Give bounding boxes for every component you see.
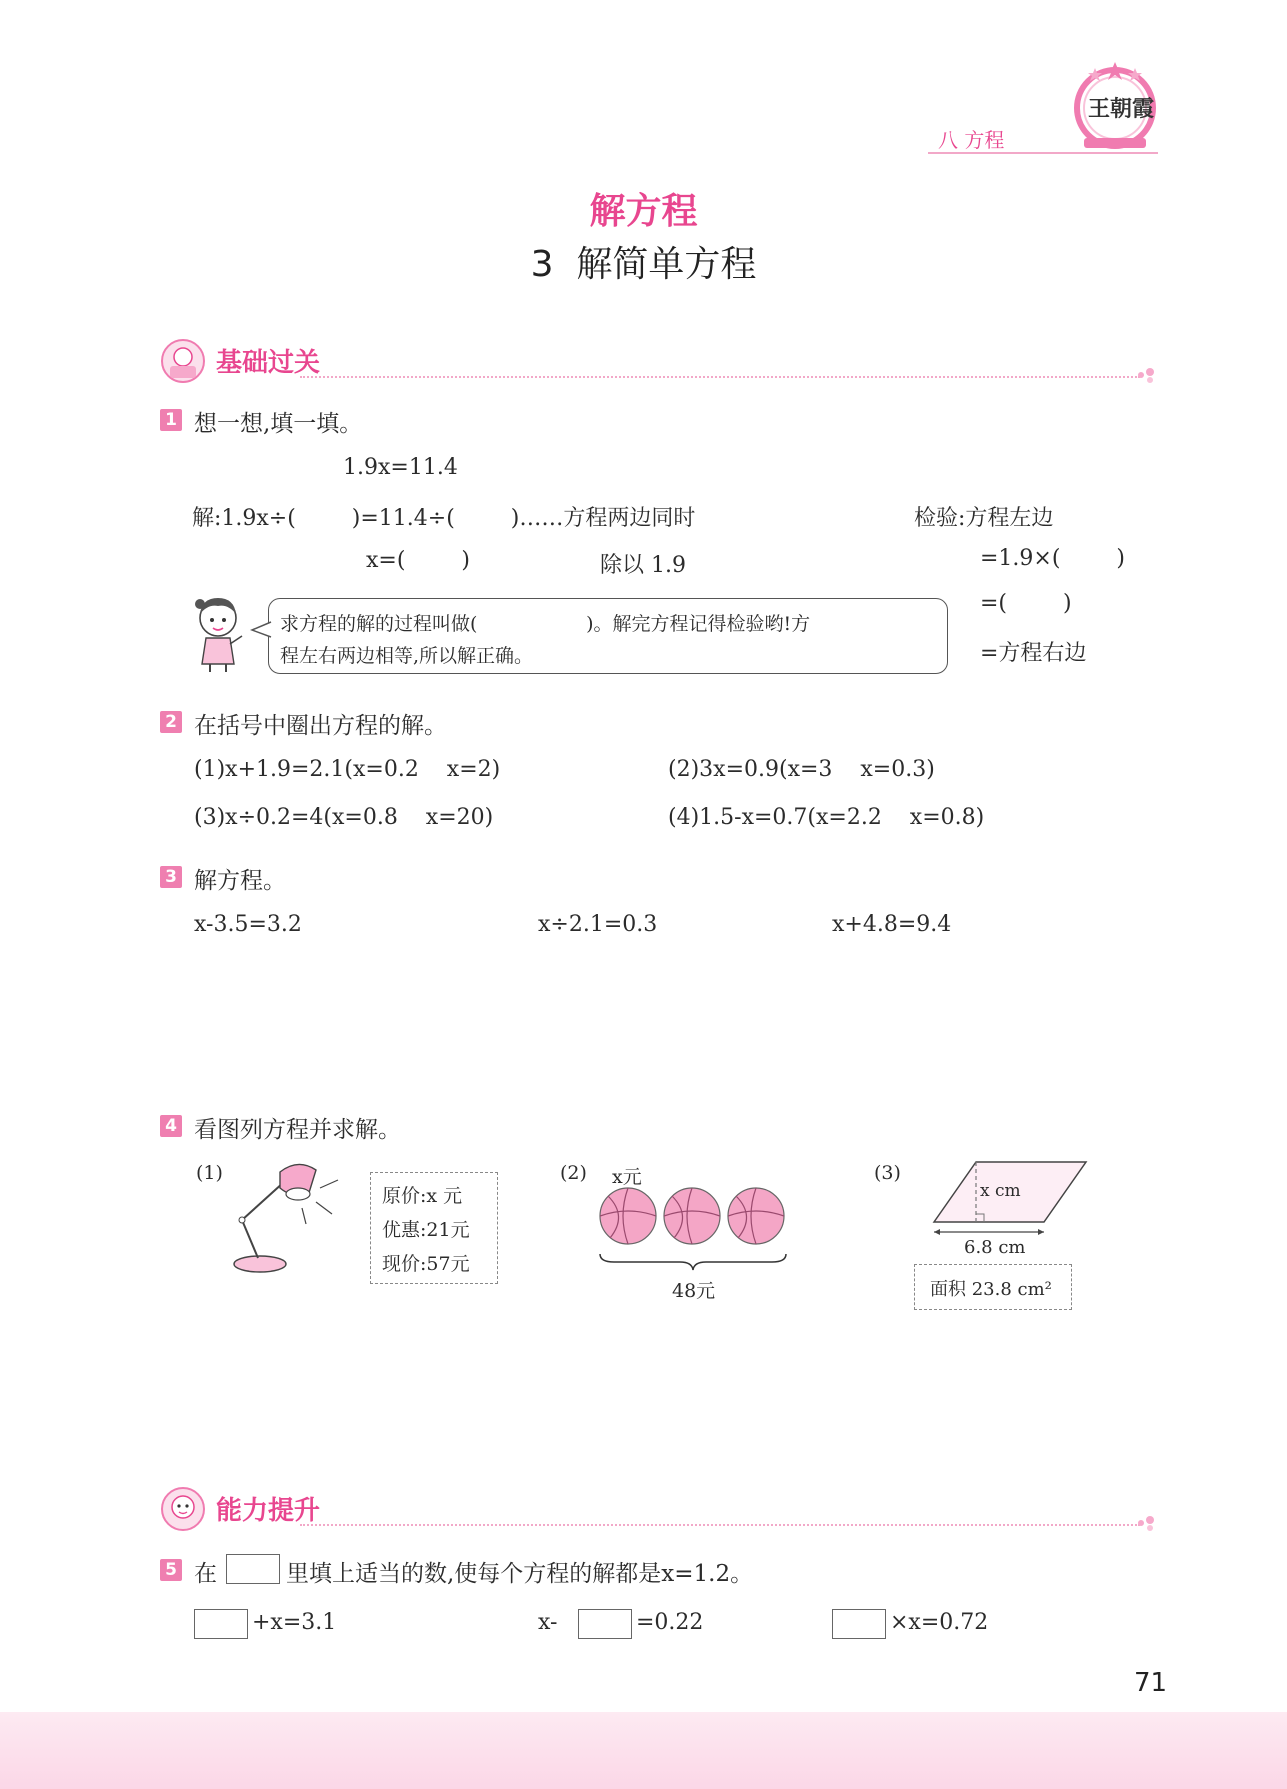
q5-equation-3: ×x=0.72 bbox=[890, 1610, 989, 1635]
tip-line1: 求方程的解的过程叫做( )。解完方程记得检验哟!方 bbox=[280, 613, 811, 635]
speech-tail bbox=[250, 620, 272, 640]
chapter-label: 八 方程 bbox=[938, 128, 1005, 152]
ball-total-label: 48元 bbox=[672, 1280, 716, 1302]
q1-check-line1: 检验:方程左边 bbox=[914, 506, 1054, 531]
tip-line2: 程左右两边相等,所以解正确。 bbox=[280, 645, 534, 667]
q1-check-line3: =( ) bbox=[980, 591, 1072, 616]
q1-prompt: 想一想,填一填。 bbox=[194, 411, 363, 437]
q4-part2-label: (2) bbox=[560, 1162, 587, 1184]
q5-prompt-b: 里填上适当的数,使每个方程的解都是x=1.2。 bbox=[286, 1561, 754, 1587]
ball-price-label: x元 bbox=[612, 1166, 642, 1188]
footer-band bbox=[0, 1712, 1287, 1789]
section-title-advanced: 能力提升 bbox=[216, 1496, 321, 1526]
section-divider bbox=[300, 1524, 1140, 1526]
price-current: 现价:57元 bbox=[382, 1253, 470, 1275]
q1-step1: 解:1.9x÷( )=11.4÷( )……方程两边同时 bbox=[192, 506, 696, 531]
desk-lamp-image bbox=[228, 1158, 344, 1276]
q3-equation: x+4.8=9.4 bbox=[832, 912, 952, 937]
base-label: 6.8 cm bbox=[964, 1237, 1026, 1258]
q3-prompt: 解方程。 bbox=[194, 868, 286, 894]
dots-decoration bbox=[1136, 366, 1160, 388]
answer-box-1[interactable] bbox=[194, 1609, 248, 1639]
q1-number-badge: 1 bbox=[160, 409, 182, 431]
q1-step1b: 除以 1.9 bbox=[600, 553, 686, 578]
section-divider bbox=[300, 376, 1140, 378]
q5-equation-1: +x=3.1 bbox=[252, 1610, 337, 1635]
q3-equation: x÷2.1=0.3 bbox=[538, 912, 658, 937]
lesson-title: 3 解简单方程 bbox=[530, 244, 757, 285]
q2-item: (1)x+1.9=2.1(x=0.2 x=2) bbox=[194, 757, 501, 782]
q1-check-line2: =1.9×( ) bbox=[980, 546, 1125, 571]
section-mascot-icon bbox=[160, 338, 206, 384]
answer-box-2[interactable] bbox=[578, 1609, 632, 1639]
dots-decoration bbox=[1136, 1514, 1160, 1536]
section-title-basic: 基础过关 bbox=[216, 348, 321, 378]
sample-blank-box bbox=[226, 1554, 280, 1584]
page-number: 71 bbox=[1134, 1668, 1168, 1698]
price-discount: 优惠:21元 bbox=[382, 1219, 470, 1241]
q2-item: (2)3x=0.9(x=3 x=0.3) bbox=[668, 757, 935, 782]
q2-prompt: 在括号中圈出方程的解。 bbox=[194, 713, 447, 739]
q2-item: (4)1.5-x=0.7(x=2.2 x=0.8) bbox=[668, 805, 985, 830]
q4-part3-label: (3) bbox=[874, 1162, 901, 1184]
q4-number-badge: 4 bbox=[160, 1115, 182, 1137]
q3-number-badge: 3 bbox=[160, 866, 182, 888]
girl-illustration bbox=[188, 592, 248, 674]
q3-equation: x-3.5=3.2 bbox=[194, 912, 302, 937]
basketballs-image bbox=[596, 1186, 790, 1272]
q5-number-badge: 5 bbox=[160, 1559, 182, 1581]
q1-check-line4: =方程右边 bbox=[980, 641, 1087, 666]
height-label: x cm bbox=[980, 1181, 1021, 1201]
q5-equation-2-left: x- bbox=[538, 1610, 558, 1635]
q4-prompt: 看图列方程并求解。 bbox=[194, 1117, 401, 1143]
q1-equation: 1.9x=11.4 bbox=[343, 455, 458, 480]
q4-part1-label: (1) bbox=[196, 1162, 223, 1184]
q2-item: (3)x÷0.2=4(x=0.8 x=20) bbox=[194, 805, 494, 830]
q5-prompt-a: 在 bbox=[194, 1561, 217, 1587]
answer-box-3[interactable] bbox=[832, 1609, 886, 1639]
area-label: 面积 23.8 cm² bbox=[930, 1279, 1052, 1300]
page-title: 解方程 bbox=[589, 191, 698, 232]
q1-step2: x=( ) bbox=[366, 548, 470, 573]
brand-name: 王朝霞 bbox=[1088, 96, 1155, 122]
q2-number-badge: 2 bbox=[160, 711, 182, 733]
section-mascot-icon bbox=[160, 1486, 206, 1532]
q5-equation-2-right: =0.22 bbox=[636, 1610, 704, 1635]
price-original: 原价:x 元 bbox=[382, 1185, 463, 1207]
